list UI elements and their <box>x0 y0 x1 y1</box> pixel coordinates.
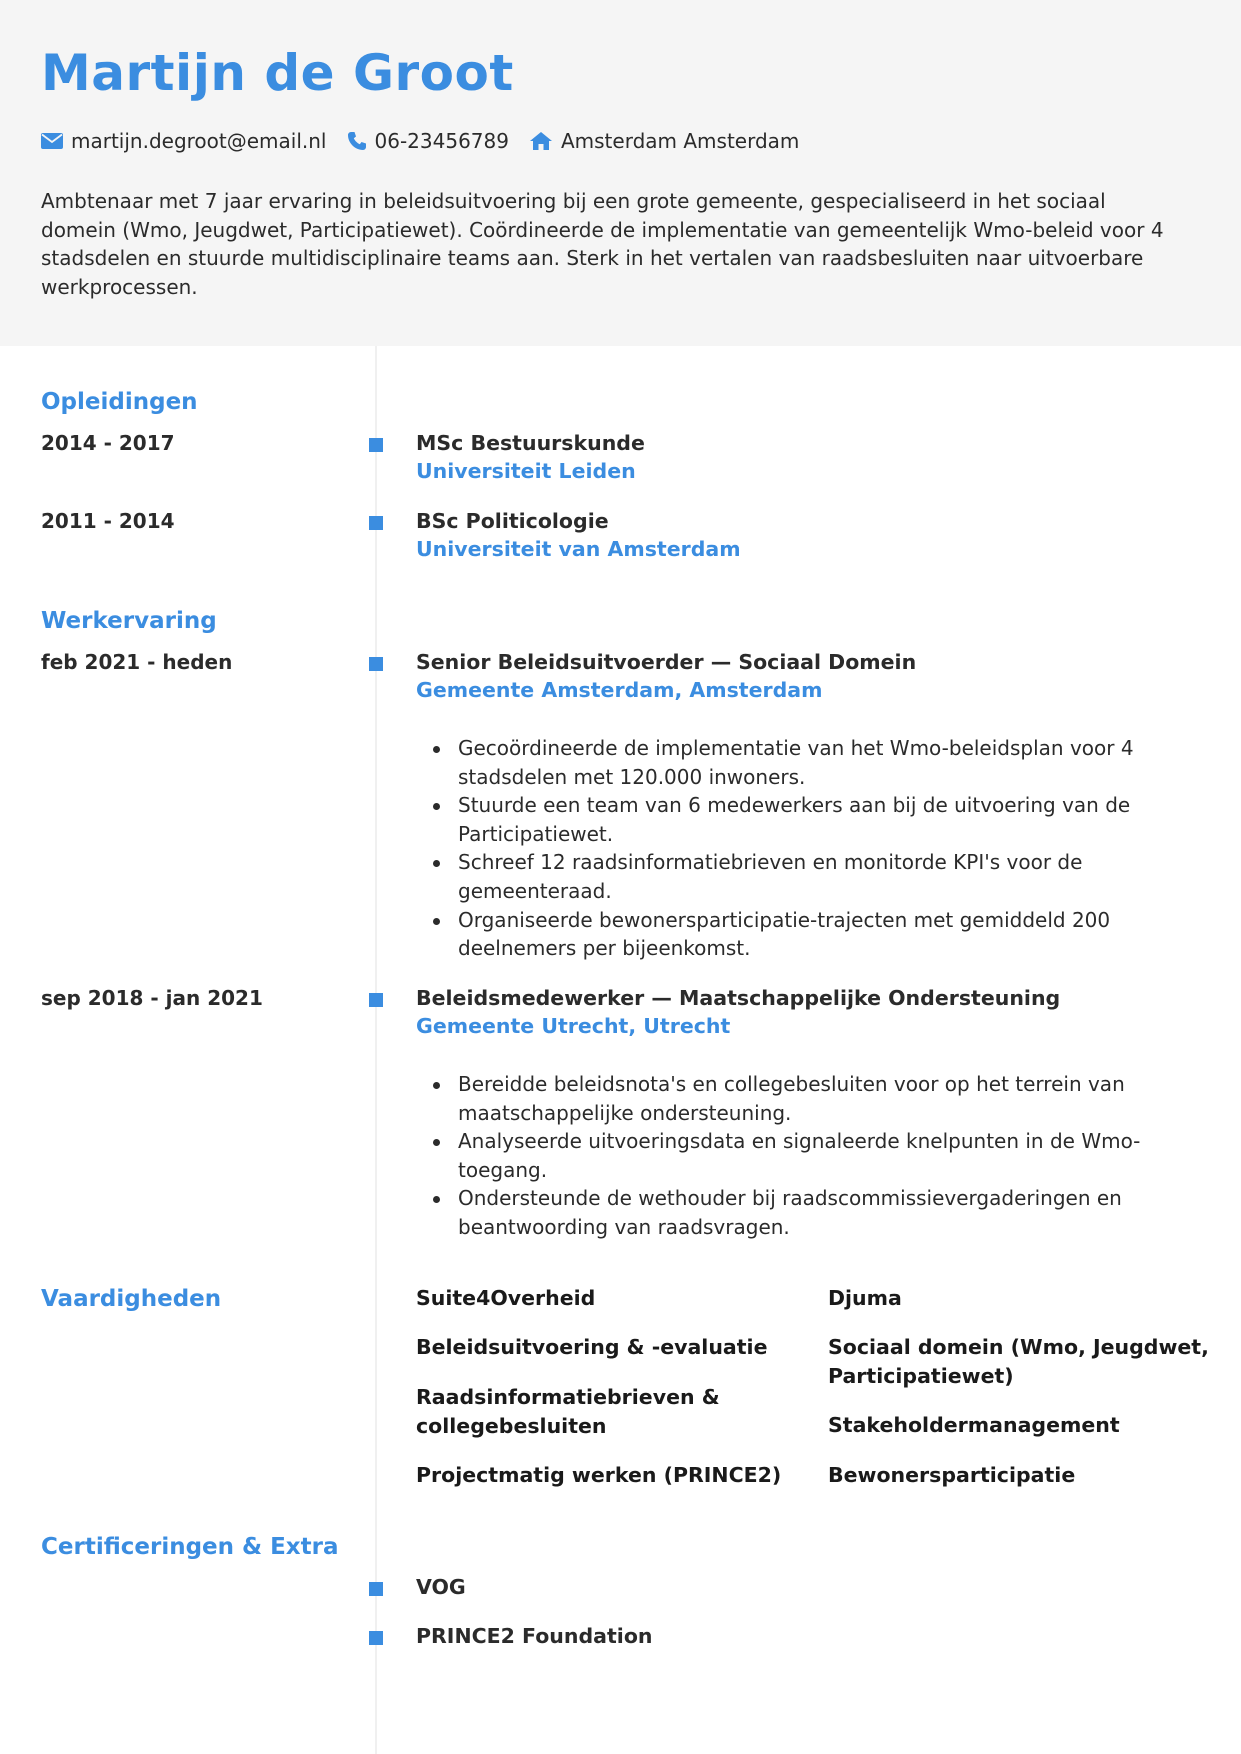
skill-item: Projectmatig werken (PRINCE2) <box>416 1463 782 1487</box>
experience-employer: Gemeente Utrecht, Utrecht <box>416 1014 731 1038</box>
experience-employer: Gemeente Amsterdam, Amsterdam <box>416 678 823 702</box>
education-date: 2014 - 2017 <box>41 431 175 455</box>
certification-item: PRINCE2 Foundation <box>416 1624 653 1648</box>
experience-bullets <box>416 1070 1186 1242</box>
experience-role: Senior Beleidsuitvoerder — Sociaal Domein <box>416 650 917 674</box>
phone-text: 06-23456789 <box>374 129 509 153</box>
experience-date: sep 2018 - jan 2021 <box>41 986 263 1010</box>
contact-phone <box>347 129 509 153</box>
header <box>0 0 1241 346</box>
phone-icon <box>347 131 367 151</box>
timeline-marker <box>369 657 383 671</box>
email-text: martijn.degroot@email.nl <box>71 129 327 153</box>
education-date: 2011 - 2014 <box>41 509 175 533</box>
home-icon <box>529 131 553 151</box>
certification-item: VOG <box>416 1575 466 1599</box>
skill-item: Djuma <box>828 1286 902 1310</box>
education-degree: MSc Bestuurskunde <box>416 431 645 455</box>
list-item: Schreef 12 raadsinformatiebrieven en monitorde KPI's voor de gemeenteraad. <box>416 848 1186 905</box>
contact-info <box>41 129 819 153</box>
timeline-marker <box>369 1582 383 1596</box>
education-degree: BSc Politicologie <box>416 509 609 533</box>
candidate-name: Martijn de Groot <box>41 44 514 102</box>
timeline-marker <box>369 516 383 530</box>
profile-summary: Ambtenaar met 7 jaar ervaring in beleidsuitvoering bij een grote gemeente, gespecialiseerd in het sociaal domein (Wmo, Jeugdwet, Participatiewet). Coördineerde de implementatie van gemeentelijk Wmo-beleid voor 4 stadsdelen en stuurde multidisciplinaire teams aan. Sterk in het vertalen van raadsbesluiten naar uitvoerbare werkprocessen. <box>41 189 1164 299</box>
list-item: Gecoördineerde de implementatie van het Wmo-beleidsplan voor 4 stadsdelen met 120.000 inwoners. <box>416 734 1186 791</box>
experience-role: Beleidsmedewerker — Maatschappelijke Ondersteuning <box>416 986 1061 1010</box>
envelope-icon <box>41 133 63 149</box>
skill-item: Raadsinformatiebrieven & collegebesluiten <box>416 1385 720 1438</box>
experience-date: feb 2021 - heden <box>41 650 233 674</box>
skill-item: Suite4Overheid <box>416 1286 596 1310</box>
list-item: Bereidde beleidsnota's en collegebesluiten voor op het terrein van maatschappelijke ondersteuning. <box>416 1070 1186 1127</box>
contact-email <box>41 129 327 153</box>
timeline-marker <box>369 993 383 1007</box>
skill-item: Stakeholdermanagement <box>828 1413 1120 1437</box>
list-item: Organiseerde bewonersparticipatie-trajecten met gemiddeld 200 deelnemers per bijeenkomst. <box>416 906 1186 963</box>
education-institution: Universiteit Leiden <box>416 459 636 483</box>
list-item: Ondersteunde de wethouder bij raadscommissievergaderingen en beantwoording van raadsvragen. <box>416 1184 1186 1241</box>
experience-bullets <box>416 734 1186 963</box>
timeline-marker <box>369 1631 383 1645</box>
education-institution: Universiteit van Amsterdam <box>416 537 741 561</box>
timeline-divider <box>375 346 377 1754</box>
skill-item: Bewonersparticipatie <box>828 1463 1076 1487</box>
timeline-marker <box>369 438 383 452</box>
skill-item: Beleidsuitvoering & -evaluatie <box>416 1335 768 1359</box>
contact-location <box>529 129 799 153</box>
skill-item: Sociaal domein (Wmo, Jeugdwet, Participatiewet) <box>828 1335 1209 1388</box>
section-title-education: Opleidingen <box>41 389 198 415</box>
list-item: Analyseerde uitvoeringsdata en signaleerde knelpunten in de Wmo-toegang. <box>416 1127 1186 1184</box>
section-title-experience: Werkervaring <box>41 608 217 634</box>
list-item: Stuurde een team van 6 medewerkers aan bij de uitvoering van de Participatiewet. <box>416 791 1186 848</box>
section-title-skills: Vaardigheden <box>41 1286 222 1312</box>
section-title-certifications: Certificeringen & Extra <box>41 1534 339 1560</box>
location-text: Amsterdam Amsterdam <box>560 129 800 153</box>
